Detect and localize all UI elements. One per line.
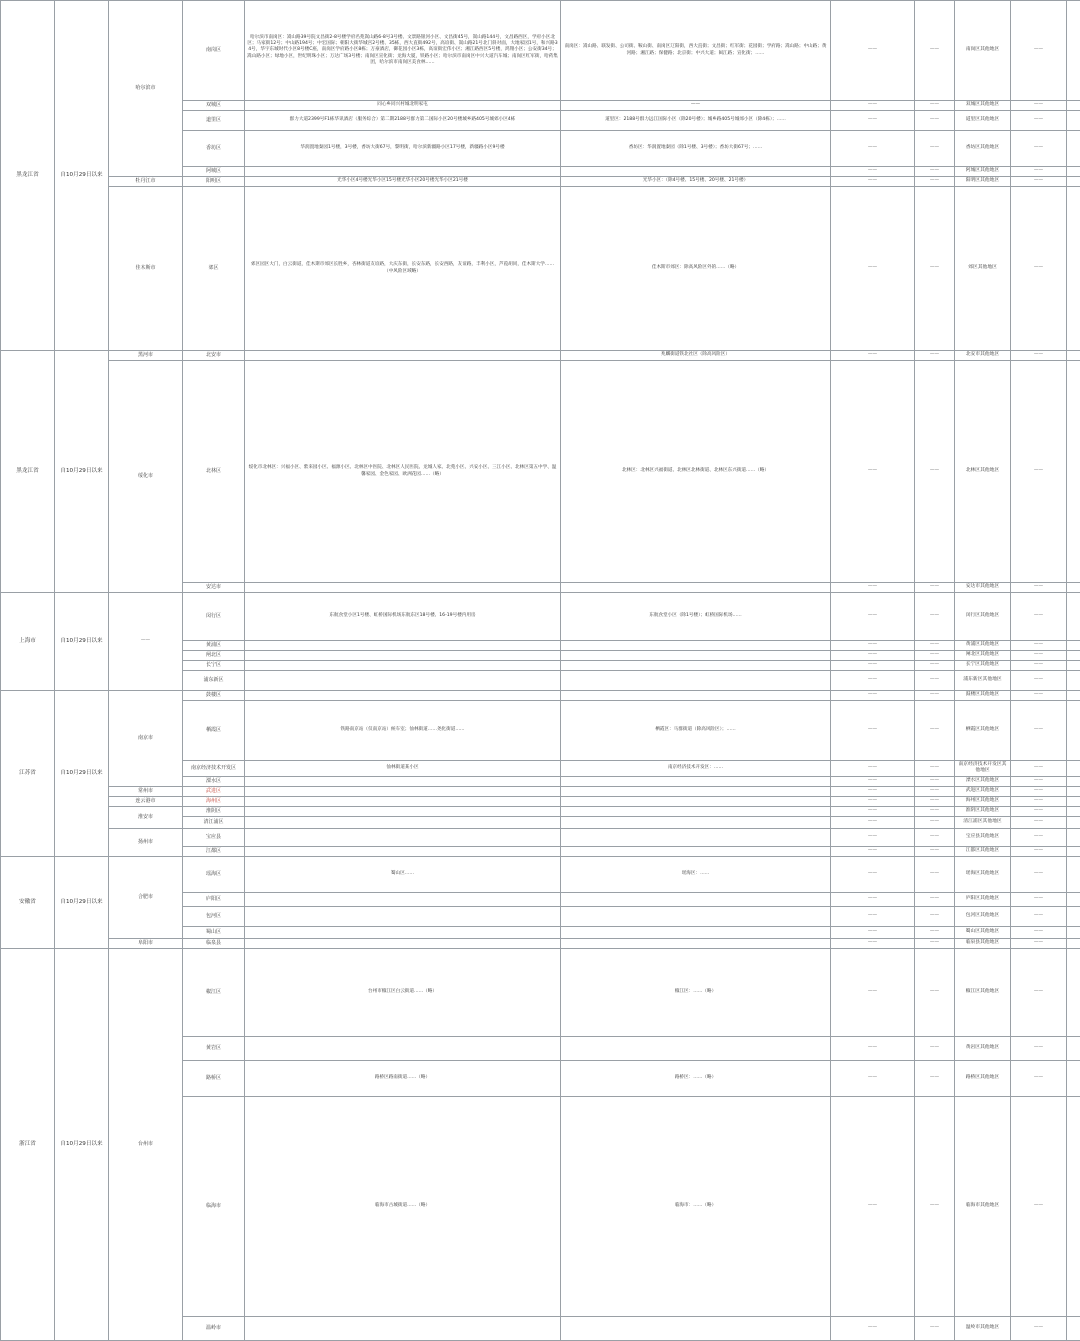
district-cell: 闸北区 [183, 651, 245, 661]
other-area-cell: 江都区其他地区 [955, 846, 1011, 856]
city-cell: 牡丹江市 [109, 177, 183, 187]
extra-cell: —— [915, 1060, 955, 1096]
mid-risk-cell: 南岗区：嵩山路、联发街、公司街、鞍山街、南岗区辽阳街，西大直街；文昌街；红军街；花园街；学府路；嵩山路；中山路；黄河路；湘江路；保健路；北京街；中兴大道；闽江路；宣化街；…… [561, 1, 831, 101]
note-cell: —— [1011, 187, 1067, 351]
note-cell: —— [1011, 661, 1067, 671]
high-risk-cell [245, 906, 561, 926]
mid-risk-cell [561, 892, 831, 906]
district-cell: 道里区 [183, 111, 245, 131]
note-cell: —— [1011, 651, 1067, 661]
note-cell: —— [1011, 828, 1067, 846]
mid-risk-cell [561, 938, 831, 948]
low-risk-cell: —— [831, 177, 915, 187]
high-risk-cell [245, 1316, 561, 1340]
extra-cell: —— [915, 671, 955, 691]
mid-risk-cell [561, 796, 831, 806]
other-area-cell: 郊区其他地区 [955, 187, 1011, 351]
low-risk-cell: —— [831, 761, 915, 777]
city-cell: 绥化市 [109, 361, 183, 593]
date-cell: 自10月29日以来 [55, 1, 109, 351]
extra-cell: —— [915, 131, 955, 167]
note-cell: —— [1011, 1060, 1067, 1096]
note-cell: —— [1011, 806, 1067, 816]
high-risk-cell: 哈尔滨市南岗区：嵩山路39号院文昌街2-8号楼学府名苑嵩山路6-8号3号楼、文景路银河小区、文昌街45号，嵩山路144号，文昌路西区，学府小区北区；马家街12号；中山路194号；中宏国际；朝阳大街华城宫2号楼、35栋，西大直街492号，高谊街、嵩山路21号北门斜对面，大地家园1号，和兴路34号，华宇东城时代小区8号楼C座，南岗区学府路小区8栋；万豪酒店，御花园小区3栋，高谊街宏伟小区；湘江路西区5号楼，鸿翔小区；公安街34号；嵩山路小区；绿地小区，世纪明珠小区；万达广场3号楼；南岗区宣化街；龙海大厦，铁路小区；哈尔滨市南岗区中兴大道汽车城；南岗区红军街，哈药集团，哈尔滨市南岗区美食林…… [245, 1, 561, 101]
district-cell: 路桥区 [183, 1060, 245, 1096]
district-cell: 阿城区 [183, 167, 245, 177]
low-risk-cell: —— [831, 796, 915, 806]
high-risk-cell [245, 661, 561, 671]
city-cell: 连云港市 [109, 796, 183, 806]
mid-risk-cell [561, 691, 831, 701]
mid-risk-cell [561, 167, 831, 177]
extra-cell: —— [915, 641, 955, 651]
high-risk-cell [245, 583, 561, 593]
note-cell: —— [1011, 641, 1067, 651]
district-cell: 海州区 [183, 796, 245, 806]
note-cell: —— [1011, 796, 1067, 806]
high-risk-cell: 台州市椒江区白云街道……（略） [245, 948, 561, 1036]
other-area-cell: 包河区其他地区 [955, 906, 1011, 926]
note-cell: —— [1011, 948, 1067, 1036]
district-cell: 临泉县 [183, 938, 245, 948]
extra-cell: —— [915, 1036, 955, 1060]
province-cell: 黑龙江省 [1, 1, 55, 351]
low-risk-cell: —— [831, 661, 915, 671]
other-area-cell: 南京经济技术开发区其他地区 [955, 761, 1011, 777]
low-risk-cell: —— [831, 691, 915, 701]
table-row [1, 806, 1080, 816]
high-risk-cell: 绥化市北林区：兴福小区、紫来园小区、福源小区、北林区中医院、北林区人民医院、龙城人家、北苑小区、兴安小区、三江小区、北林区第五中学、温馨家园、金色家园、欧洲花园……（略） [245, 361, 561, 583]
extra-cell: —— [915, 187, 955, 351]
district-cell: 临海市 [183, 1096, 245, 1316]
extra-cell: —— [915, 926, 955, 938]
high-risk-cell [245, 892, 561, 906]
table-row [1, 177, 1080, 187]
other-area-cell: 黄岩区其他地区 [955, 1036, 1011, 1060]
extra-cell: —— [915, 948, 955, 1036]
date-cell: 自10月29日以来 [55, 948, 109, 1340]
other-area-cell: 临海市其他地区 [955, 1096, 1011, 1316]
high-risk-cell: 东航食堂小区1号楼、虹桥国际机场东航东区18号楼、16-19号楼内用房 [245, 593, 561, 641]
mid-risk-cell [561, 1316, 831, 1340]
note-cell: —— [1011, 691, 1067, 701]
other-area-cell: 双城区其他地区 [955, 101, 1011, 111]
date-cell: 自10月29日以来 [55, 593, 109, 691]
mid-risk-cell: 栖霞区：马群街道（除高风险区）；…… [561, 701, 831, 761]
district-cell: 香坊区 [183, 131, 245, 167]
other-area-cell: 黄浦区其他地区 [955, 641, 1011, 651]
high-risk-cell: 光华小区4号楼光华小区15号楼光华小区20号楼光华小区21号楼 [245, 177, 561, 187]
low-risk-cell: —— [831, 846, 915, 856]
city-cell: 黑河市 [109, 351, 183, 361]
city-cell: 阜阳市 [109, 938, 183, 948]
district-cell: 淮阴区 [183, 806, 245, 816]
mid-risk-cell [561, 651, 831, 661]
low-risk-cell: —— [831, 786, 915, 796]
district-cell: 长宁区 [183, 661, 245, 671]
low-risk-cell: —— [831, 1036, 915, 1060]
district-cell: 黄浦区 [183, 641, 245, 651]
district-cell: 江都区 [183, 846, 245, 856]
low-risk-cell: —— [831, 651, 915, 661]
mid-risk-cell: 香坊区：华润置地秦园（除1号楼、3号楼）；香坊大街67号；…… [561, 131, 831, 167]
extra-cell: —— [915, 583, 955, 593]
note-cell: —— [1011, 167, 1067, 177]
low-risk-cell: —— [831, 111, 915, 131]
district-cell: 庐阳区 [183, 892, 245, 906]
extra-cell: —— [915, 177, 955, 187]
high-risk-cell [245, 167, 561, 177]
low-risk-cell: —— [831, 806, 915, 816]
note-cell: —— [1011, 361, 1067, 583]
date-cell: 自10月29日以来 [55, 351, 109, 593]
low-risk-cell: —— [831, 816, 915, 828]
high-risk-cell [245, 776, 561, 786]
mid-risk-cell: —— [561, 101, 831, 111]
mid-risk-cell [561, 906, 831, 926]
mid-risk-cell [561, 816, 831, 828]
district-cell: 南京经济技术开发区 [183, 761, 245, 777]
low-risk-cell: —— [831, 583, 915, 593]
high-risk-cell [245, 351, 561, 361]
extra-cell: —— [915, 856, 955, 892]
mid-risk-cell: 东航食堂小区（除1号楼）；虹桥国际机场…… [561, 593, 831, 641]
low-risk-cell: —— [831, 926, 915, 938]
note-cell: —— [1011, 671, 1067, 691]
district-cell: 黄岩区 [183, 1036, 245, 1060]
low-risk-cell: —— [831, 906, 915, 926]
mid-risk-cell [561, 786, 831, 796]
extra-cell: —— [915, 761, 955, 777]
note-cell: —— [1011, 177, 1067, 187]
low-risk-cell: —— [831, 131, 915, 167]
other-area-cell: 道里区其他地区 [955, 111, 1011, 131]
high-risk-cell [245, 1036, 561, 1060]
extra-cell: —— [915, 846, 955, 856]
note-cell: —— [1011, 131, 1067, 167]
province-cell: 安徽省 [1, 856, 55, 948]
other-area-cell: 椒江区其他地区 [955, 948, 1011, 1036]
low-risk-cell: —— [831, 671, 915, 691]
extra-cell: —— [915, 892, 955, 906]
note-cell: —— [1011, 776, 1067, 786]
mid-risk-cell: 南京经济技术开发区：…… [561, 761, 831, 777]
other-area-cell: 长宁区其他地区 [955, 661, 1011, 671]
note-cell: —— [1011, 101, 1067, 111]
other-area-cell: 瑶海区其他地区 [955, 856, 1011, 892]
other-area-cell: 鼓楼区其他地区 [955, 691, 1011, 701]
low-risk-cell: —— [831, 351, 915, 361]
table-row [1, 1, 1080, 101]
high-risk-cell: 临海市古城街道……（略） [245, 1096, 561, 1316]
low-risk-cell: —— [831, 828, 915, 846]
district-cell: 栖霞区 [183, 701, 245, 761]
mid-risk-cell: 光华小区：（除4号楼、15号楼、20号楼、21号楼） [561, 177, 831, 187]
note-cell: —— [1011, 786, 1067, 796]
high-risk-cell: 华润置地秦园1号楼，3号楼，香坊大街67号，黎明街，哈尔滨新疆路小区17号楼，新疆路小区9号楼 [245, 131, 561, 167]
mid-risk-cell [561, 641, 831, 651]
extra-cell: —— [915, 786, 955, 796]
other-area-cell: 北林区其他地区 [955, 361, 1011, 583]
other-area-cell: 清江浦区其他地区 [955, 816, 1011, 828]
district-cell: 北林区 [183, 361, 245, 583]
extra-cell: —— [915, 1096, 955, 1316]
mid-risk-cell: 北林区：北林区兴福街道、北林区北林街道、北林区东兴街道……（略） [561, 361, 831, 583]
extra-cell: —— [915, 111, 955, 131]
city-cell: 扬州市 [109, 828, 183, 856]
mid-risk-cell: 兆麟街道铁北社区（除高风险区） [561, 351, 831, 361]
high-risk-cell [245, 796, 561, 806]
city-cell: 常州市 [109, 786, 183, 796]
other-area-cell: 闵行区其他地区 [955, 593, 1011, 641]
mid-risk-cell: 瑶海区：…… [561, 856, 831, 892]
mid-risk-cell: 道里区：2188号群力远江国际小区（除20号楼）；城乡路405号城郊小区（除4栋）；…… [561, 111, 831, 131]
table-row [1, 691, 1080, 701]
city-cell: 南京市 [109, 691, 183, 787]
low-risk-cell: —— [831, 948, 915, 1036]
table-row [1, 187, 1080, 351]
mid-risk-cell [561, 828, 831, 846]
note-cell: —— [1011, 583, 1067, 593]
mid-risk-cell [561, 926, 831, 938]
district-cell: 阳明区 [183, 177, 245, 187]
province-cell: 黑龙江省 [1, 351, 55, 593]
low-risk-cell: —— [831, 187, 915, 351]
other-area-cell: 淮阴区其他地区 [955, 806, 1011, 816]
mid-risk-cell [561, 661, 831, 671]
extra-cell: —— [915, 906, 955, 926]
note-cell: —— [1011, 1316, 1067, 1340]
extra-cell: —— [915, 796, 955, 806]
city-cell: 佳木斯市 [109, 187, 183, 351]
district-cell: 武进区 [183, 786, 245, 796]
low-risk-cell: —— [831, 1060, 915, 1096]
other-area-cell: 栖霞区其他地区 [955, 701, 1011, 761]
district-cell: 宝应县 [183, 828, 245, 846]
extra-cell: —— [915, 1316, 955, 1340]
high-risk-cell [245, 938, 561, 948]
high-risk-cell [245, 846, 561, 856]
table-row [1, 351, 1080, 361]
extra-cell: —— [915, 776, 955, 786]
high-risk-cell: 群力大道2399号F1栋华讯酒店（服务综合）第二期2188号群力第二国际小区20号楼城乡路405号城郊小区4栋 [245, 111, 561, 131]
mid-risk-cell [561, 583, 831, 593]
district-cell: 温岭市 [183, 1316, 245, 1340]
city-cell: 淮安市 [109, 806, 183, 828]
mid-risk-cell [561, 1036, 831, 1060]
city-cell: 哈尔滨市 [109, 1, 183, 177]
other-area-cell: 路桥区其他地区 [955, 1060, 1011, 1096]
high-risk-cell: 蜀山区…… [245, 856, 561, 892]
district-cell: 闵行区 [183, 593, 245, 641]
note-cell: —— [1011, 1096, 1067, 1316]
extra-cell: —— [915, 938, 955, 948]
district-cell: 北安市 [183, 351, 245, 361]
other-area-cell: 阳明区其他地区 [955, 177, 1011, 187]
high-risk-cell [245, 671, 561, 691]
mid-risk-cell [561, 671, 831, 691]
table-row [1, 938, 1080, 948]
note-cell: —— [1011, 111, 1067, 131]
date-cell: 自10月29日以来 [55, 856, 109, 948]
note-cell: —— [1011, 816, 1067, 828]
other-area-cell: 宝应县其他地区 [955, 828, 1011, 846]
table-row [1, 361, 1080, 583]
table-row [1, 856, 1080, 892]
low-risk-cell: —— [831, 776, 915, 786]
extra-cell: —— [915, 701, 955, 761]
high-risk-cell [245, 926, 561, 938]
extra-cell: —— [915, 691, 955, 701]
high-risk-cell [245, 651, 561, 661]
high-risk-cell [245, 641, 561, 651]
other-area-cell: 温岭市其他地区 [955, 1316, 1011, 1340]
low-risk-cell: —— [831, 1316, 915, 1340]
extra-cell: —— [915, 593, 955, 641]
low-risk-cell: —— [831, 641, 915, 651]
other-area-cell: 安达市其他地区 [955, 583, 1011, 593]
extra-cell: —— [915, 661, 955, 671]
high-risk-cell: 同心乡同兴村城北明家屯 [245, 101, 561, 111]
note-cell: —— [1011, 1, 1067, 101]
note-cell: —— [1011, 1036, 1067, 1060]
district-cell: 椒江区 [183, 948, 245, 1036]
low-risk-cell: —— [831, 892, 915, 906]
high-risk-cell [245, 816, 561, 828]
city-cell: 台州市 [109, 948, 183, 1340]
province-cell: 浙江省 [1, 948, 55, 1340]
mid-risk-cell: 临海市：……（略） [561, 1096, 831, 1316]
low-risk-cell: —— [831, 938, 915, 948]
extra-cell: —— [915, 828, 955, 846]
other-area-cell: 溧水区其他地区 [955, 776, 1011, 786]
low-risk-cell: —— [831, 101, 915, 111]
high-risk-cell [245, 691, 561, 701]
note-cell: —— [1011, 351, 1067, 361]
high-risk-cell: 铁路南京站（仅南京站）候车室；仙林街道……尧化街道…… [245, 701, 561, 761]
other-area-cell: 闸北区其他地区 [955, 651, 1011, 661]
table-row [1, 786, 1080, 796]
district-cell: 蜀山区 [183, 926, 245, 938]
table-row [1, 828, 1080, 846]
low-risk-cell: —— [831, 167, 915, 177]
high-risk-cell [245, 806, 561, 816]
note-cell: —— [1011, 856, 1067, 892]
note-cell: —— [1011, 701, 1067, 761]
extra-cell: —— [915, 361, 955, 583]
province-cell: 江苏省 [1, 691, 55, 857]
extra-cell: —— [915, 816, 955, 828]
extra-cell: —— [915, 1, 955, 101]
district-cell: 清江浦区 [183, 816, 245, 828]
other-area-cell: 香坊区其他地区 [955, 131, 1011, 167]
other-area-cell: 临泉县其他地区 [955, 938, 1011, 948]
other-area-cell: 海州区其他地区 [955, 796, 1011, 806]
table-row [1, 948, 1080, 1036]
extra-cell: —— [915, 651, 955, 661]
extra-cell: —— [915, 351, 955, 361]
mid-risk-cell [561, 776, 831, 786]
low-risk-cell: —— [831, 1096, 915, 1316]
province-cell: 上海市 [1, 593, 55, 691]
district-cell: 鼓楼区 [183, 691, 245, 701]
extra-cell: —— [915, 101, 955, 111]
high-risk-cell [245, 828, 561, 846]
district-cell: 浦东新区 [183, 671, 245, 691]
city-cell: —— [109, 593, 183, 691]
note-cell: —— [1011, 846, 1067, 856]
district-cell: 南岗区 [183, 1, 245, 101]
extra-cell: —— [915, 167, 955, 177]
note-cell: —— [1011, 892, 1067, 906]
other-area-cell: 武进区其他地区 [955, 786, 1011, 796]
district-cell: 安达市 [183, 583, 245, 593]
date-cell: 自10月29日以来 [55, 691, 109, 857]
district-cell: 郊区 [183, 187, 245, 351]
district-cell: 溧水区 [183, 776, 245, 786]
mid-risk-cell: 佳木斯市郊区：除高风险区外的……（略） [561, 187, 831, 351]
note-cell: —— [1011, 593, 1067, 641]
note-cell: —— [1011, 906, 1067, 926]
other-area-cell: 浦东新区其他地区 [955, 671, 1011, 691]
low-risk-cell: —— [831, 593, 915, 641]
other-area-cell: 蜀山区其他地区 [955, 926, 1011, 938]
mid-risk-cell [561, 806, 831, 816]
high-risk-cell [245, 786, 561, 796]
district-cell: 瑶海区 [183, 856, 245, 892]
low-risk-cell: —— [831, 1, 915, 101]
other-area-cell: 阿城区其他地区 [955, 167, 1011, 177]
other-area-cell: 庐阳区其他地区 [955, 892, 1011, 906]
other-area-cell: 北安市其他地区 [955, 351, 1011, 361]
table-row [1, 593, 1080, 641]
mid-risk-cell: 椒江区：……（略） [561, 948, 831, 1036]
mid-risk-cell [561, 846, 831, 856]
extra-cell: —— [915, 806, 955, 816]
district-cell: 包河区 [183, 906, 245, 926]
high-risk-cell: 仙林街道某小区 [245, 761, 561, 777]
other-area-cell: 南岗区其他地区 [955, 1, 1011, 101]
low-risk-cell: —— [831, 701, 915, 761]
note-cell: —— [1011, 926, 1067, 938]
high-risk-cell: 郊区园区大门，白云街道，佳木斯市郊区长胜乡，杏林街道友谊路，大庆东街，长安东路，长安西路，友谊路，丰利小区，芦葭胡同，佳木斯大学……（中风险区域略） [245, 187, 561, 351]
city-cell: 合肥市 [109, 856, 183, 938]
high-risk-cell: 路桥区路南街道……（略） [245, 1060, 561, 1096]
note-cell: —— [1011, 761, 1067, 777]
note-cell: —— [1011, 938, 1067, 948]
low-risk-cell: —— [831, 856, 915, 892]
district-cell: 双城区 [183, 101, 245, 111]
mid-risk-cell: 路桥区：……（略） [561, 1060, 831, 1096]
low-risk-cell: —— [831, 361, 915, 583]
table-row [1, 796, 1080, 806]
